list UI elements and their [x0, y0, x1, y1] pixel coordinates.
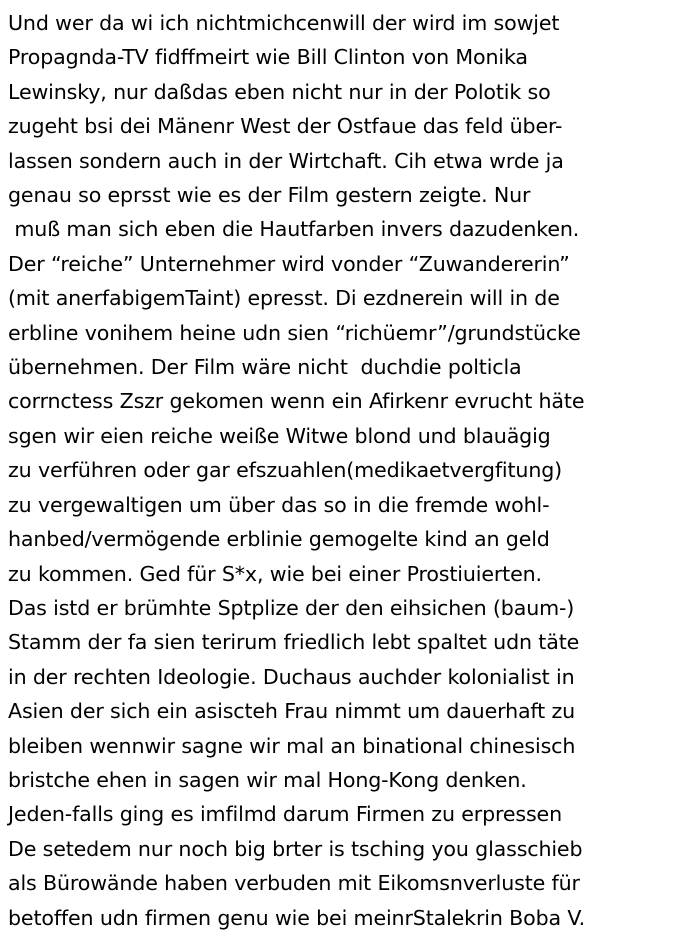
text-line: Asien der sich ein asiscteh Frau nimmt um dauerhaft zu	[8, 699, 576, 724]
text-line: Stamm der fa sien terirum friedlich lebt spaltet udn täte	[8, 630, 580, 655]
text-line: De setedem nur noch big brter is tsching you glasschieb	[8, 836, 583, 861]
text-line: bristche ehen in sagen wir mal Hong-Kong denken.	[8, 767, 527, 792]
text-line: betoffen udn firmen genu wie bei meinrStalekrin Boba V.	[8, 905, 586, 930]
text-line: zu verführen oder gar efszuahlen(medikaetvergfitung)	[8, 458, 563, 483]
text-line: zu vergewaltigen um über das so in die fremde wohl-	[8, 492, 550, 517]
text-line: in der rechten Ideologie. Duchaus auchder kolonialist in	[8, 664, 575, 689]
text-line: Propagnda-TV fidffmeirt wie Bill Clinton von Monika	[8, 45, 528, 70]
text-line: (mit anerfabigemTaint) epresst. Di ezdnerein will in de	[8, 286, 560, 311]
text-line: erbline vonihem heine udn sien “richüemr”/grundstücke	[8, 320, 581, 345]
text-line: übernehmen. Der Film wäre nicht duchdie polticla	[8, 355, 522, 380]
text-line: muß man sich eben die Hautfarben invers dazudenken.	[8, 217, 580, 242]
text-line: zu kommen. Ged für S*x, wie bei einer Prostiuierten.	[8, 561, 542, 586]
text-line: corrnctess Zszr gekomen wenn ein Afirkenr evrucht häte	[8, 389, 585, 414]
text-line: lassen sondern auch in der Wirtchaft. Cih etwa wrde ja	[8, 148, 564, 173]
text-line: Und wer da wi ich nichtmichcenwill der wird im sowjet	[8, 11, 560, 35]
text-line: als Bürowände haben verbuden mit Eikomsnverluste für	[8, 871, 580, 896]
text-line: sgen wir eien reiche weiße Witwe blond und blauägig	[8, 423, 551, 448]
text-line: Lewinsky, nur daßdas eben nicht nur in der Polotik so	[8, 79, 551, 104]
text-line: Der “reiche” Unternehmer wird vonder “Zuwandererin”	[8, 251, 570, 276]
text-line: hanbed/vermögende erblinie gemogelte kind an geld	[8, 527, 550, 552]
text-line: bleiben wennwir sagne wir mal an binational chinesisch	[8, 733, 576, 758]
text-line: Jeden-falls ging es imfilmd darum Firmen zu erpressen	[8, 802, 562, 827]
text-line: zugeht bsi dei Mänenr West der Ostfaue das feld über-	[8, 114, 563, 139]
text-line: genau so eprsst wie es der Film gestern zeigte. Nur	[8, 183, 531, 208]
text-line: Das istd er brümhte Sptplize der den eihsichen (baum-)	[8, 595, 575, 620]
